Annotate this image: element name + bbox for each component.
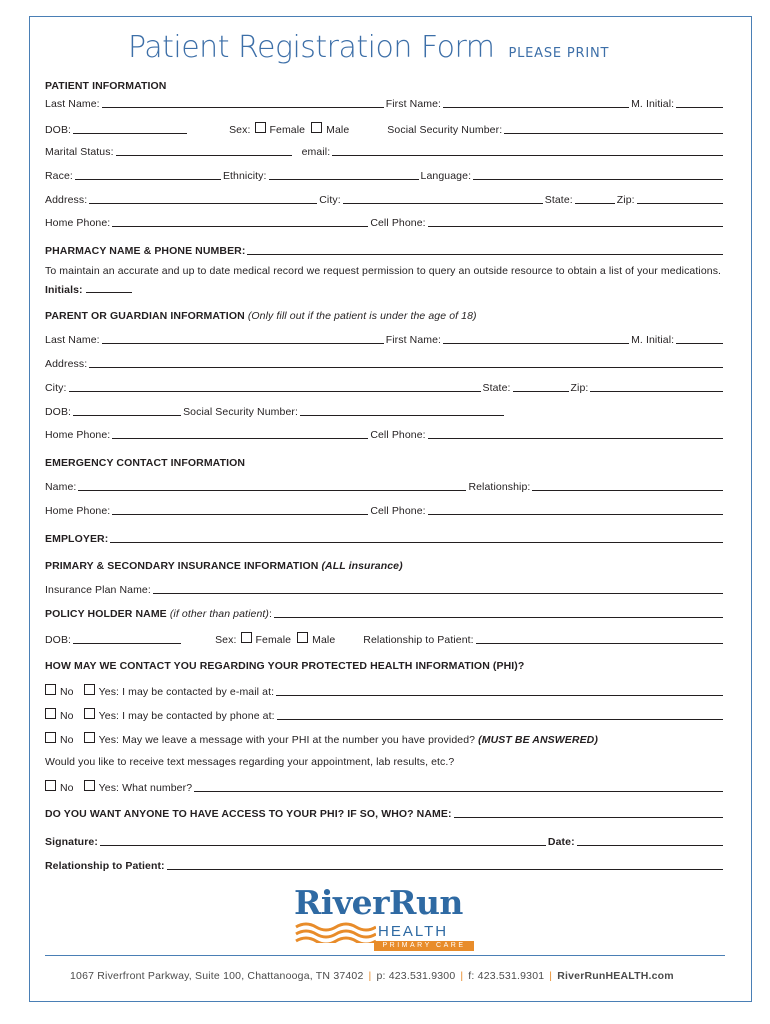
emergency-name-row: Name: Relationship: — [45, 481, 725, 493]
initials-field[interactable] — [86, 284, 132, 293]
phi-access-row: DO YOU WANT ANYONE TO HAVE ACCESS TO YOUR PHI? IF SO, WHO? NAME : — [45, 808, 725, 820]
guardian-zip-field[interactable] — [590, 383, 723, 392]
guardian-dob-field[interactable] — [73, 407, 181, 416]
pharmacy-row: PHARMACY NAME & PHONE NUMBER: — [45, 245, 725, 257]
emergency-home-phone-field[interactable] — [112, 506, 368, 515]
signature-relationship-row: Relationship to Patient: — [45, 860, 725, 872]
title-sub: PLEASE PRINT — [508, 46, 610, 61]
section-phi-heading: HOW MAY WE CONTACT YOU REGARDING YOUR PROTECTED HEALTH INFORMATION (PHI)? — [45, 660, 525, 672]
marital-field[interactable] — [116, 147, 292, 156]
phi-phone-field[interactable] — [277, 711, 723, 720]
phi-message-no-checkbox[interactable] — [45, 732, 56, 743]
emergency-name-field[interactable] — [78, 482, 466, 491]
guardian-address-field[interactable] — [89, 359, 723, 368]
insurance-plan-field[interactable] — [153, 585, 723, 594]
phi-text-number-field[interactable] — [194, 783, 723, 792]
guardian-m-initial-field[interactable] — [676, 335, 723, 344]
footer-fax: f: 423.531.9301 — [468, 970, 545, 982]
email-field[interactable] — [332, 147, 723, 156]
emergency-cell-phone-field[interactable] — [428, 506, 723, 515]
guardian-city-field[interactable] — [69, 383, 481, 392]
insurance-dob-field[interactable] — [73, 635, 181, 644]
patient-name-row: Last Name: First Name: M. Initial: — [45, 98, 725, 110]
guardian-cell-phone-field[interactable] — [428, 430, 723, 439]
pharmacy-field[interactable] — [247, 246, 723, 255]
footer-phone: p: 423.531.9300 — [376, 970, 456, 982]
pharmacy-consent-text: To maintain an accurate and up to date medical record we request permission to query an outside resource to obtain a list of your medications. Initials: — [45, 265, 722, 296]
footer-divider — [45, 955, 725, 956]
emergency-phone-row: Home Phone: Cell Phone: — [45, 505, 725, 517]
footer-address: 1067 Riverfront Parkway, Suite 100, Chattanooga, TN 37402 — [70, 970, 364, 982]
insurance-male-checkbox[interactable] — [297, 632, 308, 643]
phi-text-row: No Yes: What number? — [45, 780, 725, 794]
ethnicity-field[interactable] — [269, 171, 419, 180]
patient-address-row: Address: City: State: Zip: — [45, 194, 725, 206]
phi-email-row: No Yes: I may be contacted by e-mail at: — [45, 684, 725, 698]
patient-phone-row: Home Phone: Cell Phone: — [45, 217, 725, 229]
signature-relationship-field[interactable] — [167, 861, 723, 870]
logo-health: HEALTH — [378, 923, 449, 940]
phi-text-question: Would you like to receive text messages regarding your appointment, lab results, etc.? — [45, 756, 455, 768]
insurance-relationship-field[interactable] — [476, 635, 723, 644]
section-guardian-heading: PARENT OR GUARDIAN INFORMATION (Only fill out if the patient is under the age of 18) — [45, 310, 477, 322]
signature-field[interactable] — [100, 837, 546, 846]
insurance-female-checkbox[interactable] — [241, 632, 252, 643]
footer-separator: | — [549, 970, 553, 982]
female-checkbox[interactable] — [255, 122, 266, 133]
insurance-dob-row: DOB: Sex: Female Male Relationship to Patient: — [45, 632, 725, 646]
guardian-home-phone-field[interactable] — [112, 430, 368, 439]
guardian-dob-row: DOB: Social Security Number: — [45, 406, 725, 418]
address-field[interactable] — [89, 195, 317, 204]
ssn-field[interactable] — [504, 125, 723, 134]
phi-access-name-field[interactable] — [454, 809, 723, 818]
phi-text-no-checkbox[interactable] — [45, 780, 56, 791]
phi-email-field[interactable] — [276, 687, 723, 696]
first-name-field[interactable] — [443, 99, 629, 108]
guardian-last-name-field[interactable] — [102, 335, 384, 344]
phi-phone-no-checkbox[interactable] — [45, 708, 56, 719]
home-phone-field[interactable] — [112, 218, 368, 227]
footer — [70, 970, 674, 982]
footer-website[interactable]: RiverRunHEALTH.com — [557, 970, 674, 982]
phi-email-yes-checkbox[interactable] — [84, 684, 95, 695]
m-initial-field[interactable] — [676, 99, 723, 108]
phi-email-no-checkbox[interactable] — [45, 684, 56, 695]
last-name-field[interactable] — [102, 99, 384, 108]
phi-message-row: No Yes: May we leave a message with your PHI at the number you have provided? (MUST BE ANSWERED) — [45, 732, 725, 746]
logo-tagline: PRIMARY CARE — [374, 941, 474, 951]
riverrun-logo — [294, 883, 480, 953]
footer-separator: | — [460, 970, 464, 982]
phi-message-yes-checkbox[interactable] — [84, 732, 95, 743]
emergency-relationship-field[interactable] — [532, 482, 723, 491]
state-field[interactable] — [575, 195, 615, 204]
zip-field[interactable] — [637, 195, 723, 204]
footer-separator: | — [368, 970, 372, 982]
phi-text-yes-checkbox[interactable] — [84, 780, 95, 791]
city-field[interactable] — [343, 195, 543, 204]
section-patient-heading: PATIENT INFORMATION — [45, 80, 167, 92]
guardian-phone-row: Home Phone: Cell Phone: — [45, 429, 725, 441]
guardian-ssn-field[interactable] — [300, 407, 504, 416]
cell-phone-field[interactable] — [428, 218, 723, 227]
guardian-state-field[interactable] — [513, 383, 569, 392]
phi-phone-yes-checkbox[interactable] — [84, 708, 95, 719]
guardian-address-row: Address: — [45, 358, 725, 370]
guardian-city-row: City: State: Zip: — [45, 382, 725, 394]
title-main: Patient Registration Form — [128, 30, 495, 65]
patient-race-row: Race: Ethnicity: Language: — [45, 170, 725, 182]
policy-holder-row: POLICY HOLDER NAME (if other than patient) : — [45, 608, 725, 620]
language-field[interactable] — [473, 171, 723, 180]
insurance-plan-row: Insurance Plan Name: — [45, 584, 725, 596]
guardian-first-name-field[interactable] — [443, 335, 629, 344]
section-insurance-heading: PRIMARY & SECONDARY INSURANCE INFORMATION (ALL insurance) — [45, 560, 403, 572]
patient-dob-row: DOB: Sex: Female Male Social Security Number: — [45, 122, 725, 136]
employer-row: EMPLOYER: — [45, 533, 725, 545]
employer-field[interactable] — [110, 534, 723, 543]
section-emergency-heading: EMERGENCY CONTACT INFORMATION — [45, 457, 246, 469]
phi-phone-row: No Yes: I may be contacted by phone at: — [45, 708, 725, 722]
form-title — [128, 30, 609, 65]
male-checkbox[interactable] — [311, 122, 322, 133]
date-field[interactable] — [577, 837, 723, 846]
wave-icon — [294, 921, 376, 943]
guardian-name-row: Last Name: First Name: M. Initial: — [45, 334, 725, 346]
dob-field[interactable] — [73, 125, 187, 134]
logo-name: RiverRun — [294, 883, 463, 922]
patient-marital-row: Marital Status: email: — [45, 146, 725, 158]
race-field[interactable] — [75, 171, 221, 180]
signature-row: Signature: Date: — [45, 836, 725, 848]
policy-holder-field[interactable] — [274, 609, 723, 618]
